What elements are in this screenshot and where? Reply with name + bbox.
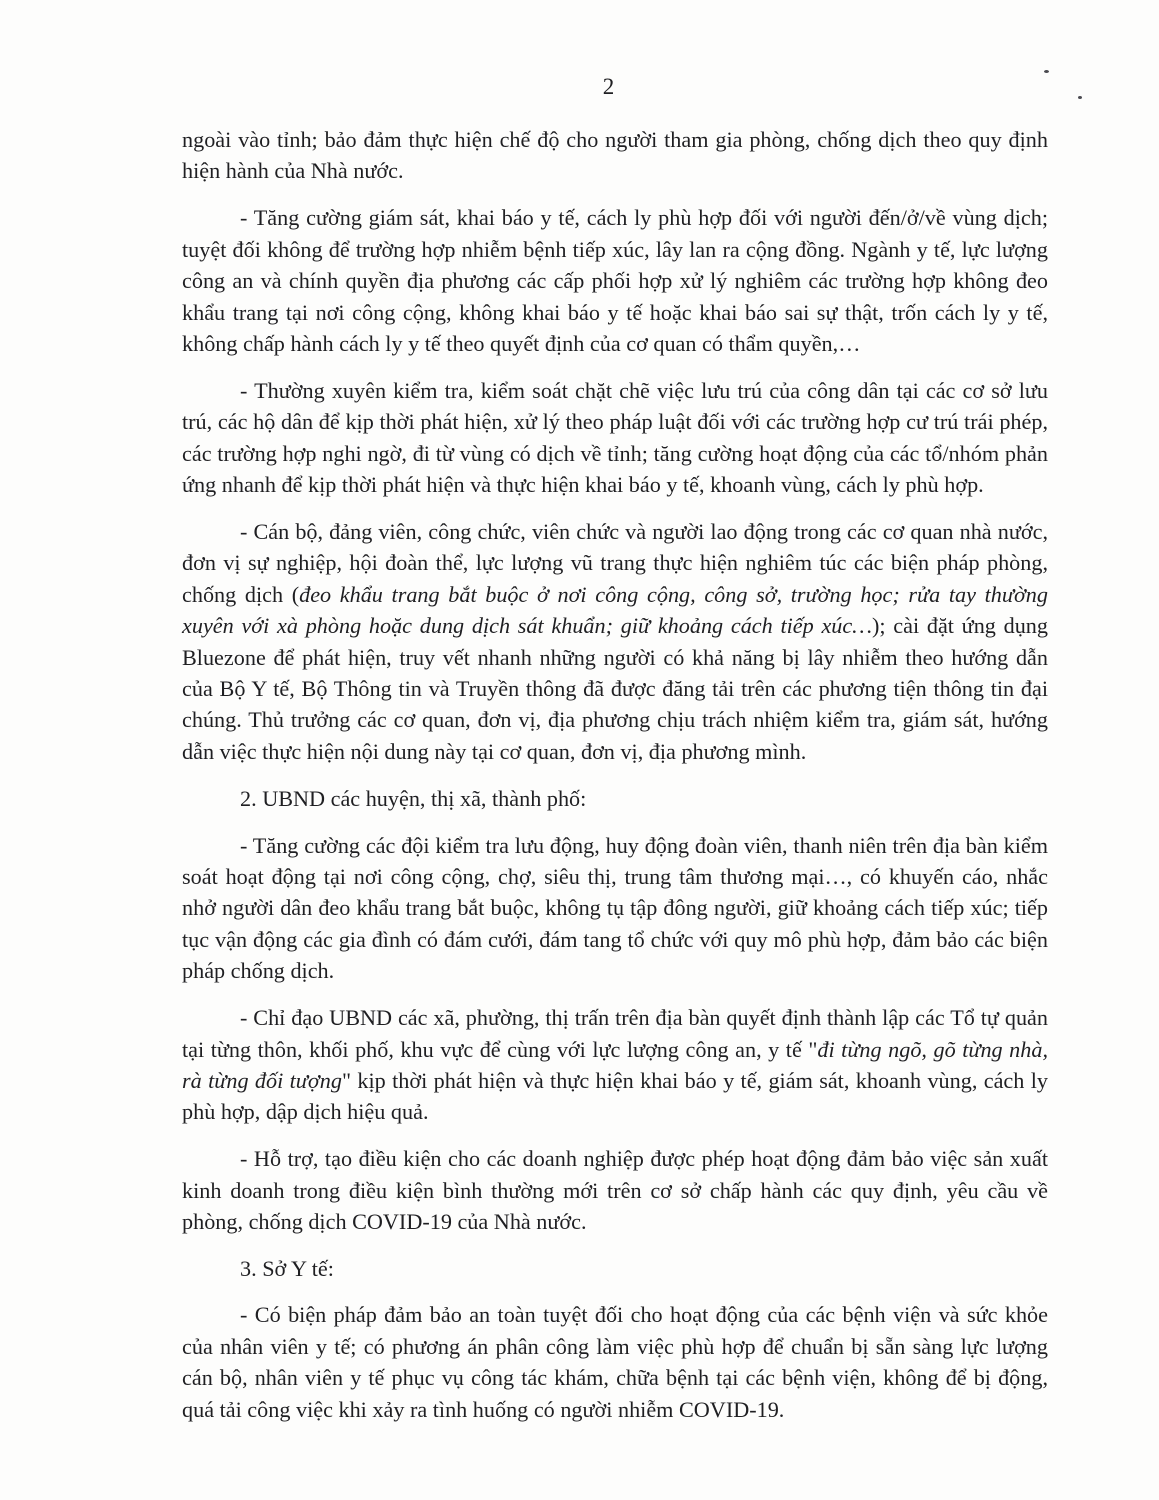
text-segment: ); cài đặt ứng dụng Bluezone để phát hiện, truy vết nhanh những người có khả năng bị lây nhiễm theo hướng dẫn của Bộ Y tế, Bộ Thông tin và Truyền thông đã được đăng tải trên các phương tiện thông tin đại chúng. Thủ trưởng các cơ quan, đơn vị, địa phương chịu trách nhiệm kiểm tra, giám sát, hướng dẫn việc thực hiện nội dung này tại cơ quan, đơn vị, địa phương mình. <box>182 613 1048 764</box>
italic-segment: đi từng ngõ, gõ từng nhà, rà từng đối tượng <box>182 1036 1048 1093</box>
text-segment: - Cán bộ, đảng viên, công chức, viên chức và người lao động trong các cơ quan nhà nước, đơn vị sự nghiệp, hội đoàn thể, lực lượng vũ trang thực hiện nghiêm túc các biện pháp phòng, chống dịch ( <box>182 518 1048 607</box>
paragraph-officials-measures <box>182 516 1048 767</box>
paragraph-hospital-safety: - Có biện pháp đảm bảo an toàn tuyệt đối cho hoạt động của các bệnh viện và sức khỏe của nhân viên y tế; có phương án phân công làm việc phù hợp để chuẩn bị sẵn sàng lực lượng cán bộ, nhân viên y tế phục vụ công tác khám, chữa bệnh tại các bệnh viện, không để bị động, quá tải công việc khi xảy ra tình huống có người nhiễm COVID-19. <box>182 1302 1048 1422</box>
text-segment: - Chỉ đạo UBND các xã, phường, thị trấn trên địa bàn quyết định thành lập các Tổ tự quản tại từng thôn, khối phố, khu vực để cùng với lực lượng công an, y tế " <box>182 1005 1048 1062</box>
paragraph-residence-inspection: - Thường xuyên kiểm tra, kiểm soát chặt chẽ việc lưu trú của công dân tại các cơ sở lưu trú, các hộ dân để kịp thời phát hiện, xử lý theo pháp luật đối với các trường hợp cư trú trái phép, các trường hợp nghi ngờ, đi từ vùng có dịch về tỉnh; tăng cường hoạt động của các tổ/nhóm phản ứng nhanh để kịp thời phát hiện và thực hiện khai báo y tế, khoanh vùng, cách ly phù hợp. <box>182 377 1048 498</box>
text-segment: " kịp thời phát hiện và thực hiện khai báo y tế, giám sát, khoanh vùng, cách ly phù hợp, dập dịch hiệu quả. <box>182 1067 1048 1125</box>
paragraph-business-support: - Hỗ trợ, tạo điều kiện cho các doanh nghiệp được phép hoạt động đảm bảo việc sản xuất kinh doanh trong điều kiện bình thường mới trên cơ sở chấp hành các quy định, yêu cầu về phòng, chống dịch COVID-19 của Nhà nước. <box>182 1146 1048 1235</box>
section-heading-health-department: 3. Sở Y tế: <box>240 1256 334 1281</box>
scan-speck <box>1078 96 1082 99</box>
scan-speck <box>1044 70 1049 73</box>
paragraph-health-monitoring: - Tăng cường giám sát, khai báo y tế, cách ly phù hợp đối với người đến/ở/về vùng dịch; tuyệt đối không để trường hợp nhiễm bệnh tiếp xúc, lây lan ra cộng đồng. Ngành y tế, lực lượng công an và chính quyền địa phương các cấp phối hợp xử lý nghiêm các trường hợp không đeo khẩu trang tại nơi công cộng, không khai báo y tế hoặc khai báo sai sự thật, trốn cách ly y tế, không chấp hành cách ly y tế theo quyết định của cơ quan có thẩm quyền,… <box>182 205 1048 356</box>
page-number: 2 <box>602 74 615 99</box>
document-body <box>182 124 1048 1441</box>
italic-segment: đeo khẩu trang bắt buộc ở nơi công cộng, công sở, trường học; rửa tay thường xuyên với xà phòng hoặc dung dịch sát khuẩn; giữ khoảng cách tiếp xúc… <box>182 581 1048 639</box>
paragraph-self-management-teams <box>182 1002 1048 1128</box>
paragraph-continuation: ngoài vào tỉnh; bảo đảm thực hiện chế độ cho người tham gia phòng, chống dịch theo quy định hiện hành của Nhà nước. <box>182 127 1048 184</box>
section-heading-district-committees: 2. UBND các huyện, thị xã, thành phố: <box>240 785 587 811</box>
paragraph-mobile-inspection: - Tăng cường các đội kiểm tra lưu động, huy động đoàn viên, thanh niên trên địa bàn kiểm soát hoạt động tại nơi công cộng, chợ, siêu thị, trung tâm thương mại…, có khuyến cáo, nhắc nhở người dân đeo khẩu trang bắt buộc, không tụ tập đông người, giữ khoảng cách tiếp xúc; tiếp tục vận động các gia đình có đám cưới, đám tang tổ chức với quy mô phù hợp, đảm bảo các biện pháp chống dịch. <box>182 832 1048 984</box>
